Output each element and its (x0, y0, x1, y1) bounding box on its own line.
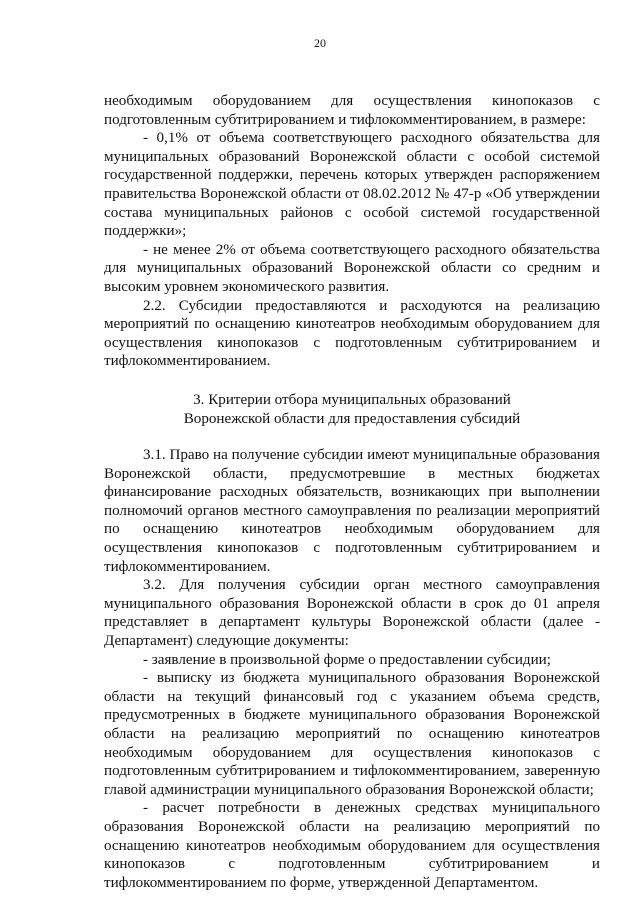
page-number: 20 (314, 36, 326, 50)
list-item-subsidy-share-regular: - не менее 2% от объема соответствующего расходного обязательства для муниципальных образований Воронежской области со средним и высоким уровнем экономического развития. (104, 241, 600, 295)
list-item-budget-extract: - выписку из бюджета муниципального образования Воронежской области на текущий финансовый год с указанием объема средств, предусмотренных в бюджете муниципального образования Воронежской области на реализацию мероприятий по оснащению кинотеатров необходимым оборудованием для осуществления кинопоказов с подготовленным субтитрированием и тифлокомментированием, заверенную главой администрации муниципального образования Воронежской области; (104, 670, 600, 798)
section-heading-line-1: 3. Критерии отбора муниципальных образований (193, 391, 511, 408)
paragraph-2-2: 2.2. Субсидии предоставляются и расходуются на реализацию мероприятий по оснащению кинотеатров необходимым оборудованием для осуществления кинопоказов с подготовленным субтитрированием и тифлокомментированием. (104, 297, 600, 370)
document-body (104, 92, 600, 892)
list-item-subsidy-share-special: - 0,1% от объема соответствующего расходного обязательства для муниципальных образований Воронежской области с особой системой государственной поддержки, перечень которых утвержден распоряжением правительства Воронежской области от 08.02.2012 № 47-р «Об утверждении состава муниципальных районов с особой системой государственной поддержки»; (104, 130, 600, 240)
list-item-application: - заявление в произвольной форме о предоставлении субсидии; (143, 651, 551, 668)
section-heading-line-2: Воронежской области для предоставления субсидий (183, 410, 521, 427)
paragraph-3-1: 3.1. Право на получение субсидии имеют муниципальные образования Воронежской области, предусмотревшие в местных бюджетах финансирование расходных обязательств, возникающих при выполнении полномочий органов местного самоуправления по реализации мероприятий по оснащению кинотеатров необходимым оборудованием для осуществления кинопоказов с подготовленным субтитрированием и тифлокомментированием. (104, 447, 600, 575)
list-item-funding-calculation: - расчет потребности в денежных средствах муниципального образования Воронежской области на реализацию мероприятий по оснащению кинотеатров необходимым оборудованием для осуществления кинопоказов с подготовленным субтитрированием и тифлокомментированием по форме, утвержденной Департаментом. (104, 800, 600, 891)
paragraph-3-2: 3.2. Для получения субсидии орган местного самоуправления муниципального образования Воронежской области в срок до 01 апреля представляет в департамент культуры Воронежской области (далее - Департамент) следующие документы: (104, 577, 600, 650)
paragraph-continuation: необходимым оборудованием для осуществления кинопоказов с подготовленным субтитрированием и тифлокомментированием, в размере: (104, 93, 600, 128)
